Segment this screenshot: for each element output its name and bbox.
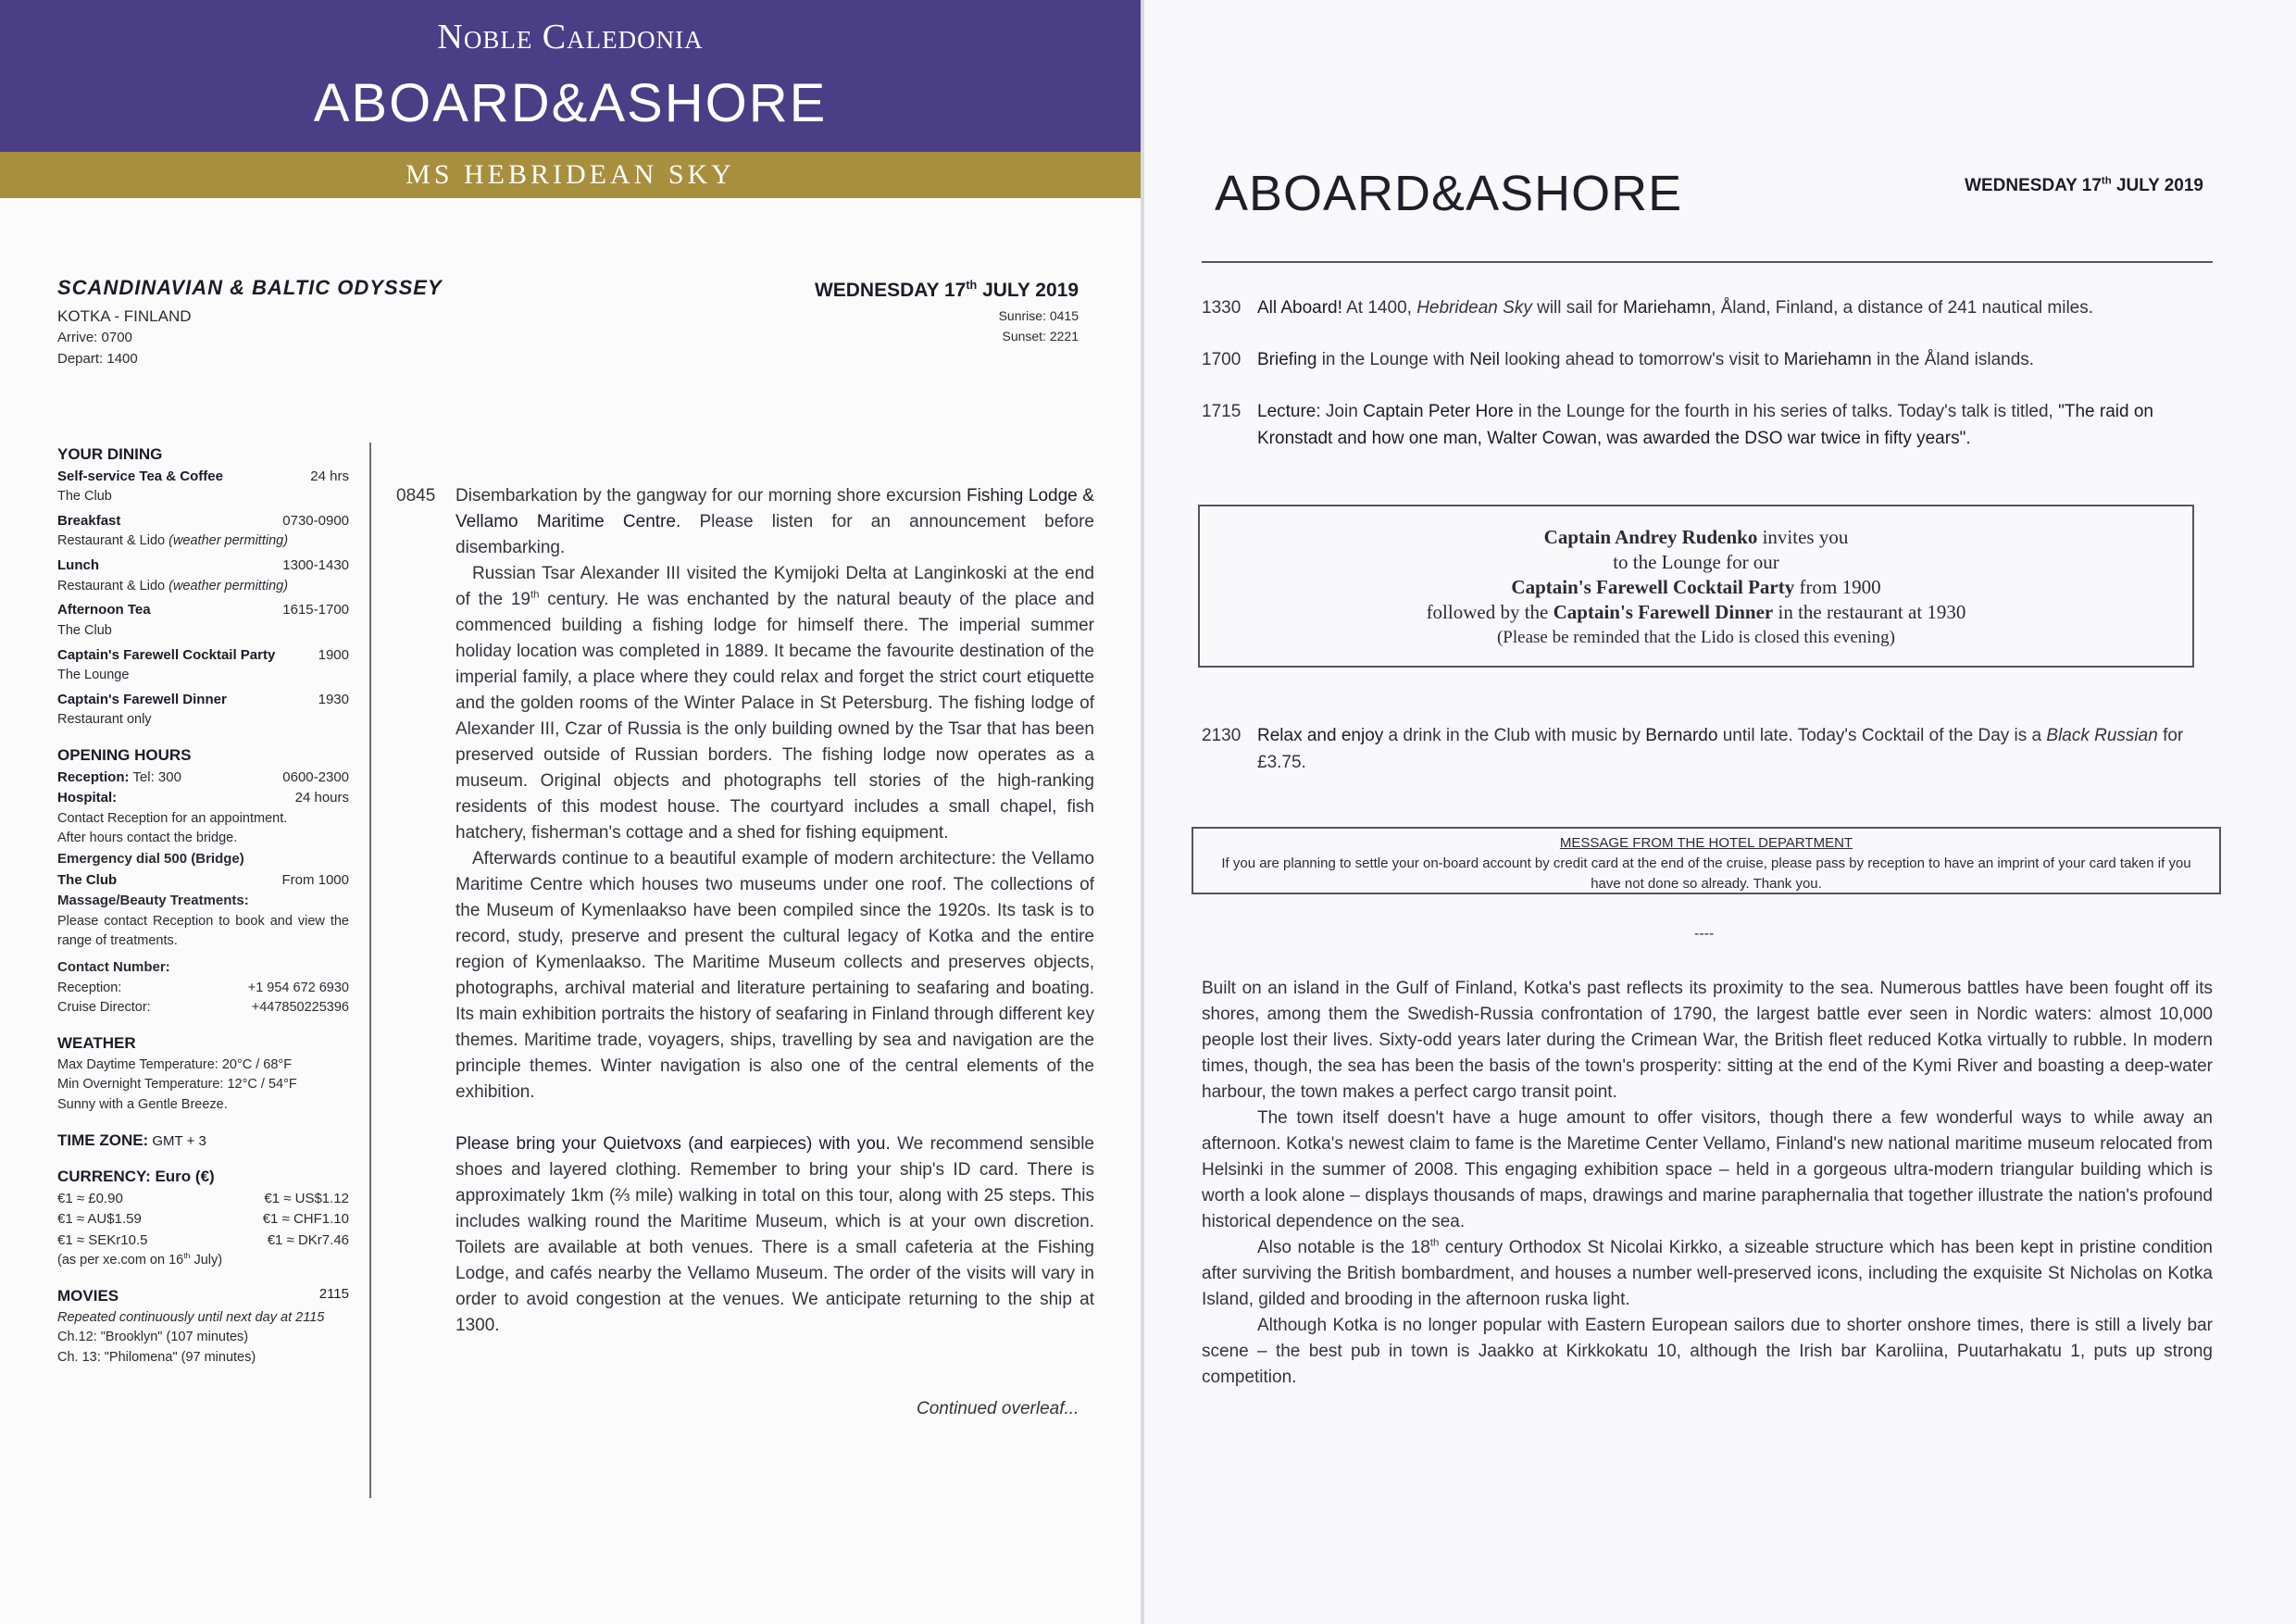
right-newsletter-title: ABOARD&ASHORE — [1215, 166, 1683, 221]
captain-invitation-box: Captain Andrey Rudenko invites you to the Lounge for our Captain's Farewell Cocktail Party from 1900 followed by the Captain's Farewell Dinner in the restaurant at 1930 (Please be reminded that the Lido is closed this evening) — [1198, 505, 2194, 668]
sunrise: Sunrise: 0415 — [998, 308, 1079, 323]
ship-banner — [0, 152, 1141, 198]
dining-name: Afternoon Tea — [57, 602, 151, 618]
dining-time: 1900 — [318, 646, 349, 663]
contact-reception: Reception: +1 954 672 6930 — [57, 980, 349, 995]
contact-heading: Contact Number: — [57, 959, 170, 975]
date-heading: WEDNESDAY 17th JULY 2019 — [814, 279, 1079, 301]
dining-item — [57, 645, 349, 686]
dining-heading: YOUR DINING — [57, 445, 163, 463]
massage-heading: Massage/Beauty Treatments: — [57, 893, 249, 908]
event-time: 1715 — [1202, 402, 1242, 421]
dining-place: The Lounge — [57, 668, 130, 682]
event-1700: 1700 Briefing in the Lounge with Neil looking ahead to tomorrow's visit to Mariehamn in the Åland islands. — [1202, 346, 2213, 373]
right-date-heading: WEDNESDAY 17th JULY 2019 — [1965, 175, 2203, 195]
separator: ---- — [1694, 926, 1715, 942]
article-paragraph-4: Although Kotka is no longer popular with Eastern European sailors due to shorter onshore times, there is still a lively bar scene – the best pub in town is Jaakko at Kirkkokatu 10, although the Irish bar Karoliina, Puutarhakatu 1, puts up strong competition. — [1202, 1316, 2213, 1387]
dining-name: Captain's Farewell Cocktail Party — [57, 646, 276, 663]
event-1330: 1330 All Aboard! At 1400, Hebridean Sky will sail for Mariehamn, Åland, Finland, a distance of 241 nautical miles. — [1202, 294, 2213, 321]
opening-hours-heading: OPENING HOURS — [57, 746, 192, 764]
hotel-message-box — [1192, 827, 2221, 894]
currency-note: (as per xe.com on 16th July) — [57, 1251, 223, 1268]
currency-row: €1 ≈ £0.90 €1 ≈ US$1.12 — [57, 1190, 349, 1206]
dining-name: Lunch — [57, 557, 99, 573]
dining-time: 1615-1700 — [282, 602, 349, 618]
dining-place: Restaurant & Lido (weather permitting) — [57, 578, 289, 593]
article-paragraph-1: Built on an island in the Gulf of Finland, Kotka's past reflects its proximity to the sea. Numerous battles have been fought off its shores, among them the Swedish-Russia confrontation of 1790, the largest battle ever seen in Nordic waters: almost 10,000 people lost their lives. Sixty-odd years later during the Crimean War, the British fleet reduced Kotka virtually to rubble. In modern times, though, the sea has been the basis of the town's prosperity: sitting at the end of the Kymi River and boasting a deep-water harbour, the town makes a perfect cargo transit point. — [1202, 979, 2213, 1102]
hospital-row: Hospital: 24 hours — [57, 790, 349, 806]
dining-time: 24 hrs — [310, 468, 349, 484]
excursion-intro: Disembarkation by the gangway for our morning shore excursion Fishing Lodge & Vellamo Maritime Centre. Please listen for an announcement before disembarking. — [455, 486, 1094, 557]
kotka-article — [1202, 976, 2213, 1391]
movies-note: Repeated continuously until next day at 2115 — [57, 1309, 325, 1325]
dining-place: Restaurant only — [57, 712, 152, 728]
lido-closed-note: (Please be reminded that the Lido is closed this evening) — [1496, 628, 1896, 647]
dining-item — [57, 690, 349, 731]
currency-heading: CURRENCY: Euro (€) — [57, 1168, 215, 1186]
timezone: TIME ZONE: GMT + 3 — [57, 1131, 206, 1149]
weather-desc: Sunny with a Gentle Breeze. — [57, 1097, 228, 1112]
dining-time: 0730-0900 — [282, 512, 349, 529]
event-time-0845: 0845 — [396, 486, 436, 506]
brand-name: Noble Caledonia — [437, 18, 704, 56]
article-paragraph-2: The town itself doesn't have a huge amount to offer visitors, though there a few wonderful ways to while away an afternoon. Kotka's newest claim to fame is the Maretime Center Vellamo, Finland's new national maritime museum relocated from Helsinki in the summer of 2008. This engaging exhibition space – held in a gorgeous ultra-modern triangular building which is worth a look alone – displays thousands of maps, drawings and marine paraphernalia that together illustrate the nation's profound historical dependence on the sea. — [1202, 1108, 2213, 1231]
newsletter-title: ABOARD&ASHORE — [313, 73, 828, 133]
voyage-title: SCANDINAVIAN & BALTIC ODYSSEY — [57, 276, 443, 299]
header-rule — [1202, 261, 2213, 263]
massage-note: Please contact Reception to book and view the range of treatments. — [57, 913, 349, 949]
continued-overleaf: Continued overleaf... — [917, 1399, 1079, 1418]
hospital-note-after-hours: After hours contact the bridge. — [57, 831, 238, 846]
dining-item — [57, 467, 349, 507]
hotel-message-body: If you are planning to settle your on-board account by credit card at the end of the cruise, please pass by reception to have an imprint of your card taken if you have not done so already. Thank you. — [1221, 856, 2191, 892]
movie-channel-13: Ch. 13: "Philomena" (97 minutes) — [57, 1350, 256, 1365]
fishing-lodge-paragraph: Russian Tsar Alexander III visited the Kymijoki Delta at Langinkoski at the end of the 19th century. He was enchanted by the natural beauty of the place and commenced building a fishing lodge for himself there. The imperial summer holiday location was completed in 1889. It became the favourite destination of the imperial family, a place where they could relax and forget the strict court etiquette and the golden rooms of the Winter Palace in St Petersburg. The fishing lodge of Alexander III, Czar of Russia is the only building owned by the Tsar that has been preserved outside of Russian borders. The fishing lodge now operates as a museum. Original objects and photographs tell stories of the high-ranking residents of this modest house. The courtyard includes a small chapel, fish hatchery, fisherman's cottage and a shed for fishing equipment. — [455, 564, 1094, 843]
dining-item — [57, 600, 349, 641]
currency-list — [57, 1189, 349, 1252]
header-banner — [0, 0, 1141, 152]
event-time: 2130 — [1202, 726, 1242, 745]
column-divider — [369, 443, 371, 1498]
dining-list — [57, 467, 349, 731]
currency-row: €1 ≈ SEKr10.5 €1 ≈ DKr7.46 — [57, 1231, 349, 1248]
info-sidebar — [57, 443, 349, 1368]
left-page — [0, 0, 1141, 1624]
weather-max: Max Daytime Temperature: 20°C / 68°F — [57, 1056, 293, 1072]
currency-row: €1 ≈ AU$1.59 €1 ≈ CHF1.10 — [57, 1211, 349, 1228]
contact-cruise-director: Cruise Director: +447850225396 — [57, 1000, 349, 1016]
event-2130: 2130 Relax and enjoy a drink in the Club with music by Bernardo until late. Today's Cocktail of the Day is a Black Russian for £3.75. — [1202, 722, 2213, 776]
weather-min: Min Overnight Temperature: 12°C / 54°F — [57, 1077, 297, 1093]
dining-time: 1930 — [318, 691, 349, 707]
dining-place: The Club — [57, 489, 112, 504]
movies-row: MOVIES 2115 — [57, 1286, 349, 1305]
dining-item — [57, 556, 349, 596]
event-time: 1330 — [1202, 298, 1242, 318]
event-1715: 1715 Lecture: Join Captain Peter Hore in the Lounge for the fourth in his series of talks. Today's talk is titled, "The raid on Kronstadt and how one man, Walter Cowan, was awarded the DSO war twice in fifty years". — [1202, 398, 2213, 452]
event-time: 1700 — [1202, 350, 1242, 369]
hospital-note: Contact Reception for an appointment. — [57, 810, 288, 826]
port-name: KOTKA - FINLAND — [57, 307, 192, 325]
vellamo-paragraph: Afterwards continue to a beautiful example of modern architecture: the Vellamo Maritime Centre which houses two museums under one roof. The collections of the Museum of Kymenlaakso have been compiled since the 1920s. Its task is to record, study, preserve and present the cultural legacy of Kotka and the entire region of Kymenlaakso. The Maritime Museum collects and preserves objects, photographs, archival material and literature pertaining to seafaring and boating. Its main exhibition portraits the history of seafaring in Finland through different key themes. Maritime trade, voyagers, ships, travelling by sea and navigation are the principle themes. Winter navigation is also one of the central elements of the exhibition. — [455, 849, 1094, 1102]
sunset: Sunset: 2221 — [1002, 329, 1079, 344]
weather-heading: WEATHER — [57, 1034, 136, 1052]
ship-name: MS HEBRIDEAN SKY — [406, 159, 735, 190]
dining-time: 1300-1430 — [282, 557, 349, 573]
arrive-time: Arrive: 0700 — [57, 330, 132, 345]
club-row: The Club From 1000 — [57, 871, 349, 888]
dining-name: Captain's Farewell Dinner — [57, 691, 227, 707]
practical-info-paragraph: Please bring your Quietvoxs (and earpieces) with you. We recommend sensible shoes and layered clothing. Remember to bring your ship's ID card. There is approximately 1km (⅔ mile) walking in total on this tour, along with 25 steps. This includes walking round the Maritime Museum, which is at your own discretion. Toilets are available at both venues. There is a small cafeteria at the Fishing Lodge, and cafés nearby the Vellamo Museum. The order of the visits will vary in order to avoid congestion at the venues. We anticipate returning to the ship at 1300. — [455, 1134, 1094, 1335]
article-paragraph-3: Also notable is the 18th century Orthodox St Nicolai Kirkko, a sizeable structure which has been kept in pristine condition after surviving the British bombardment, and houses a number well-preserved icons, including the exquisite St Nicholas on Kotka Island, gilded and brooding in the afternoon ruska light. — [1202, 1237, 2213, 1309]
dining-item — [57, 511, 349, 552]
movie-channel-12: Ch.12: "Brooklyn" (107 minutes) — [57, 1330, 249, 1345]
depart-time: Depart: 1400 — [57, 351, 138, 367]
dining-name: Breakfast — [57, 512, 121, 529]
dining-name: Self-service Tea & Coffee — [57, 468, 223, 484]
dining-place: The Club — [57, 622, 112, 638]
reception-row: Reception: Tel: 300 0600-2300 — [57, 768, 349, 785]
dining-place: Restaurant & Lido (weather permitting) — [57, 533, 289, 549]
emergency-line: Emergency dial 500 (Bridge) — [57, 851, 244, 867]
hotel-message-heading: MESSAGE FROM THE HOTEL DEPARTMENT — [1559, 835, 1853, 851]
main-column — [398, 483, 1094, 1339]
